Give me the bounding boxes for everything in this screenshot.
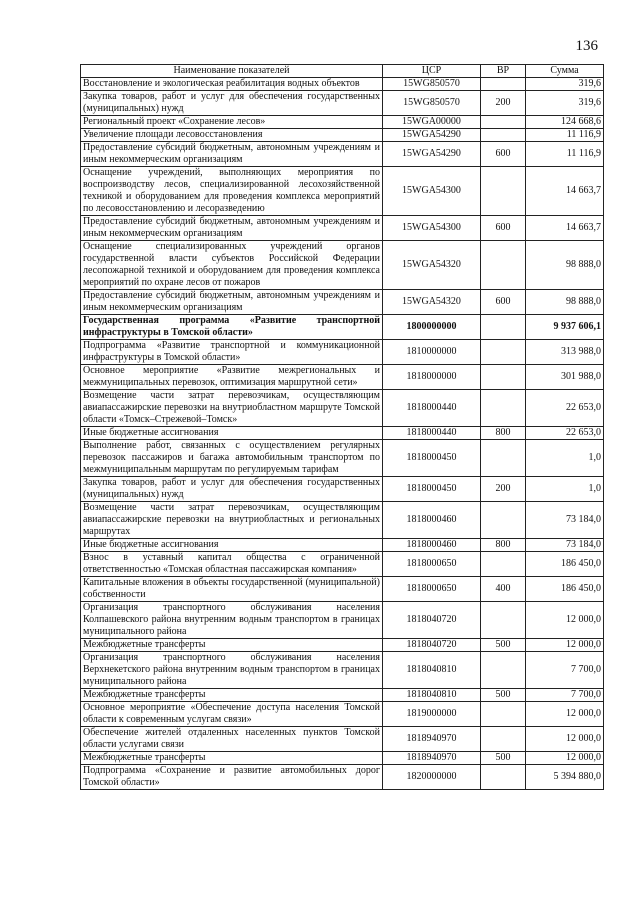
- row-csr: 15WGA54320: [383, 290, 481, 315]
- table-row: [81, 290, 604, 315]
- row-vr: [481, 390, 526, 427]
- row-vr: [481, 365, 526, 390]
- row-vr: 600: [481, 142, 526, 167]
- row-csr: 1818000450: [383, 440, 481, 477]
- row-name: Закупка товаров, работ и услуг для обеспечения государственных (муниципальных) нужд: [81, 91, 383, 116]
- row-name: Восстановление и экологическая реабилитация водных объектов: [81, 78, 383, 91]
- row-sum: 7 700,0: [526, 652, 604, 689]
- row-vr: [481, 241, 526, 290]
- row-name: Предоставление субсидий бюджетным, автономным учреждениям и иным некоммерческим организациям: [81, 142, 383, 167]
- row-name: Межбюджетные трансферты: [81, 639, 383, 652]
- row-sum: 12 000,0: [526, 602, 604, 639]
- row-csr: 1818040810: [383, 689, 481, 702]
- row-name: Подпрограмма «Сохранение и развитие автомобильных дорог Томской области»: [81, 765, 383, 790]
- row-sum: 12 000,0: [526, 752, 604, 765]
- row-csr: 1818040720: [383, 602, 481, 639]
- budget-table: [80, 64, 604, 790]
- row-vr: 600: [481, 216, 526, 241]
- row-csr: 1818000440: [383, 427, 481, 440]
- row-name: Взнос в уставный капитал общества с ограниченной ответственностью «Томская областная пассажирская компания»: [81, 552, 383, 577]
- row-vr: 200: [481, 91, 526, 116]
- row-sum: 14 663,7: [526, 216, 604, 241]
- table-row: [81, 639, 604, 652]
- row-vr: [481, 765, 526, 790]
- row-csr: 1818000000: [383, 365, 481, 390]
- table-row: [81, 702, 604, 727]
- row-csr: 1818940970: [383, 727, 481, 752]
- row-vr: [481, 116, 526, 129]
- row-sum: 186 450,0: [526, 577, 604, 602]
- row-sum: 124 668,6: [526, 116, 604, 129]
- row-name: Закупка товаров, работ и услуг для обеспечения государственных (муниципальных) нужд: [81, 477, 383, 502]
- row-sum: 73 184,0: [526, 539, 604, 552]
- row-csr: 1818000650: [383, 552, 481, 577]
- row-sum: 5 394 880,0: [526, 765, 604, 790]
- row-csr: 15WG850570: [383, 91, 481, 116]
- row-vr: 600: [481, 290, 526, 315]
- row-sum: 9 937 606,1: [526, 315, 604, 340]
- row-name: Организация транспортного обслуживания населения Верхнекетского района внутренним водным транспортом в границах муниципального района: [81, 652, 383, 689]
- table-row: [81, 340, 604, 365]
- row-csr: 1818040720: [383, 639, 481, 652]
- row-name: Основное мероприятие «Развитие межрегиональных и межмуниципальных перевозок, оптимизация маршрутной сети»: [81, 365, 383, 390]
- row-sum: 301 988,0: [526, 365, 604, 390]
- row-sum: 1,0: [526, 440, 604, 477]
- row-sum: 98 888,0: [526, 241, 604, 290]
- row-name: Предоставление субсидий бюджетным, автономным учреждениям и иным некоммерческим организациям: [81, 216, 383, 241]
- table-row: [81, 577, 604, 602]
- table-row: [81, 142, 604, 167]
- row-vr: 400: [481, 577, 526, 602]
- table-row: [81, 602, 604, 639]
- row-vr: [481, 340, 526, 365]
- row-sum: 7 700,0: [526, 689, 604, 702]
- table-row: [81, 216, 604, 241]
- table-row: [81, 502, 604, 539]
- row-csr: 15WGA54300: [383, 167, 481, 216]
- table-row: [81, 91, 604, 116]
- row-name: Иные бюджетные ассигнования: [81, 427, 383, 440]
- row-csr: 15WGA54290: [383, 142, 481, 167]
- row-sum: 12 000,0: [526, 702, 604, 727]
- table-row: [81, 390, 604, 427]
- row-vr: [481, 129, 526, 142]
- row-sum: 22 653,0: [526, 390, 604, 427]
- row-sum: 73 184,0: [526, 502, 604, 539]
- row-name: Основное мероприятие «Обеспечение доступа населения Томской области к современным услугам связи»: [81, 702, 383, 727]
- row-csr: 15WGA54320: [383, 241, 481, 290]
- row-name: Возмещение части затрат перевозчикам, осуществляющим авиапассажирские перевозки на внутриобластных и региональных маршрутах: [81, 502, 383, 539]
- row-name: Увеличение площади лесовосстановления: [81, 129, 383, 142]
- row-vr: [481, 652, 526, 689]
- table-row: [81, 365, 604, 390]
- row-name: Иные бюджетные ассигнования: [81, 539, 383, 552]
- row-name: Региональный проект «Сохранение лесов»: [81, 116, 383, 129]
- row-sum: 12 000,0: [526, 639, 604, 652]
- row-sum: 1,0: [526, 477, 604, 502]
- table-row: [81, 765, 604, 790]
- row-csr: 1820000000: [383, 765, 481, 790]
- row-vr: [481, 552, 526, 577]
- row-csr: 1818000440: [383, 390, 481, 427]
- row-csr: 1818040810: [383, 652, 481, 689]
- row-name: Межбюджетные трансферты: [81, 689, 383, 702]
- row-vr: [481, 727, 526, 752]
- table-row: [81, 539, 604, 552]
- table-body: [81, 78, 604, 790]
- row-csr: 1800000000: [383, 315, 481, 340]
- row-name: Предоставление субсидий бюджетным, автономным учреждениям и иным некоммерческим организациям: [81, 290, 383, 315]
- row-vr: [481, 78, 526, 91]
- row-csr: 15WG850570: [383, 78, 481, 91]
- row-csr: 1818000460: [383, 502, 481, 539]
- row-name: Капитальные вложения в объекты государственной (муниципальной) собственности: [81, 577, 383, 602]
- table-row: [81, 116, 604, 129]
- table-row: [81, 652, 604, 689]
- header-csr: ЦСР: [383, 65, 481, 78]
- row-name: Государственная программа «Развитие транспортной инфраструктуры в Томской области»: [81, 315, 383, 340]
- row-name: Оснащение специализированных учреждений органов государственной власти субъектов Российской Федерации лесопожарной техникой и оборудованием для проведения комплекса мероприятий по охране лесов от пожаров: [81, 241, 383, 290]
- row-vr: 200: [481, 477, 526, 502]
- table-row: [81, 315, 604, 340]
- row-name: Выполнение работ, связанных с осуществлением регулярных перевозок пассажиров и багажа автомобильным транспортом по межмуниципальным маршрутам по регулируемым тарифам: [81, 440, 383, 477]
- row-name: Подпрограмма «Развитие транспортной и коммуникационной инфраструктуры в Томской области»: [81, 340, 383, 365]
- table-row: [81, 129, 604, 142]
- row-sum: 14 663,7: [526, 167, 604, 216]
- row-vr: [481, 315, 526, 340]
- header-vr: ВР: [481, 65, 526, 78]
- row-vr: 500: [481, 752, 526, 765]
- row-sum: 12 000,0: [526, 727, 604, 752]
- row-vr: 500: [481, 639, 526, 652]
- table-row: [81, 440, 604, 477]
- row-csr: 1818000650: [383, 577, 481, 602]
- table-row: [81, 689, 604, 702]
- row-vr: [481, 167, 526, 216]
- row-vr: [481, 602, 526, 639]
- row-sum: 319,6: [526, 78, 604, 91]
- row-csr: 15WGA54300: [383, 216, 481, 241]
- table-row: [81, 78, 604, 91]
- table-row: [81, 167, 604, 216]
- row-name: Организация транспортного обслуживания населения Колпашевского района внутренним водным транспортом в границах муниципального района: [81, 602, 383, 639]
- table-row: [81, 427, 604, 440]
- table-row: [81, 552, 604, 577]
- row-sum: 22 653,0: [526, 427, 604, 440]
- row-vr: 800: [481, 539, 526, 552]
- row-name: Оснащение учреждений, выполняющих мероприятия по воспроизводству лесов, специализированной лесохозяйственной техникой и оборудованием для проведения комплекса мероприятий по лесовосстановлению и лесоразведению: [81, 167, 383, 216]
- row-csr: 1818000460: [383, 539, 481, 552]
- table-row: [81, 727, 604, 752]
- row-vr: [481, 440, 526, 477]
- row-sum: 11 116,9: [526, 129, 604, 142]
- row-name: Межбюджетные трансферты: [81, 752, 383, 765]
- row-csr: 1819000000: [383, 702, 481, 727]
- header-name: Наименование показателей: [81, 65, 383, 78]
- row-csr: 1818940970: [383, 752, 481, 765]
- table-header-row: [81, 65, 604, 78]
- row-sum: 98 888,0: [526, 290, 604, 315]
- row-sum: 313 988,0: [526, 340, 604, 365]
- row-name: Обеспечение жителей отдаленных населенных пунктов Томской области услугами связи: [81, 727, 383, 752]
- row-csr: 1810000000: [383, 340, 481, 365]
- table-row: [81, 477, 604, 502]
- row-csr: 15WGA00000: [383, 116, 481, 129]
- row-sum: 319,6: [526, 91, 604, 116]
- page-number: 136: [575, 38, 598, 54]
- row-vr: 800: [481, 427, 526, 440]
- row-name: Возмещение части затрат перевозчикам, осуществляющим авиапассажирские перевозки на внутриобластном маршруте Томской области «Томск–Стрежевой–Томск»: [81, 390, 383, 427]
- row-vr: 500: [481, 689, 526, 702]
- table-row: [81, 241, 604, 290]
- row-csr: 15WGA54290: [383, 129, 481, 142]
- table-row: [81, 752, 604, 765]
- row-vr: [481, 702, 526, 727]
- row-sum: 186 450,0: [526, 552, 604, 577]
- header-sum: Сумма: [526, 65, 604, 78]
- row-csr: 1818000450: [383, 477, 481, 502]
- row-sum: 11 116,9: [526, 142, 604, 167]
- row-vr: [481, 502, 526, 539]
